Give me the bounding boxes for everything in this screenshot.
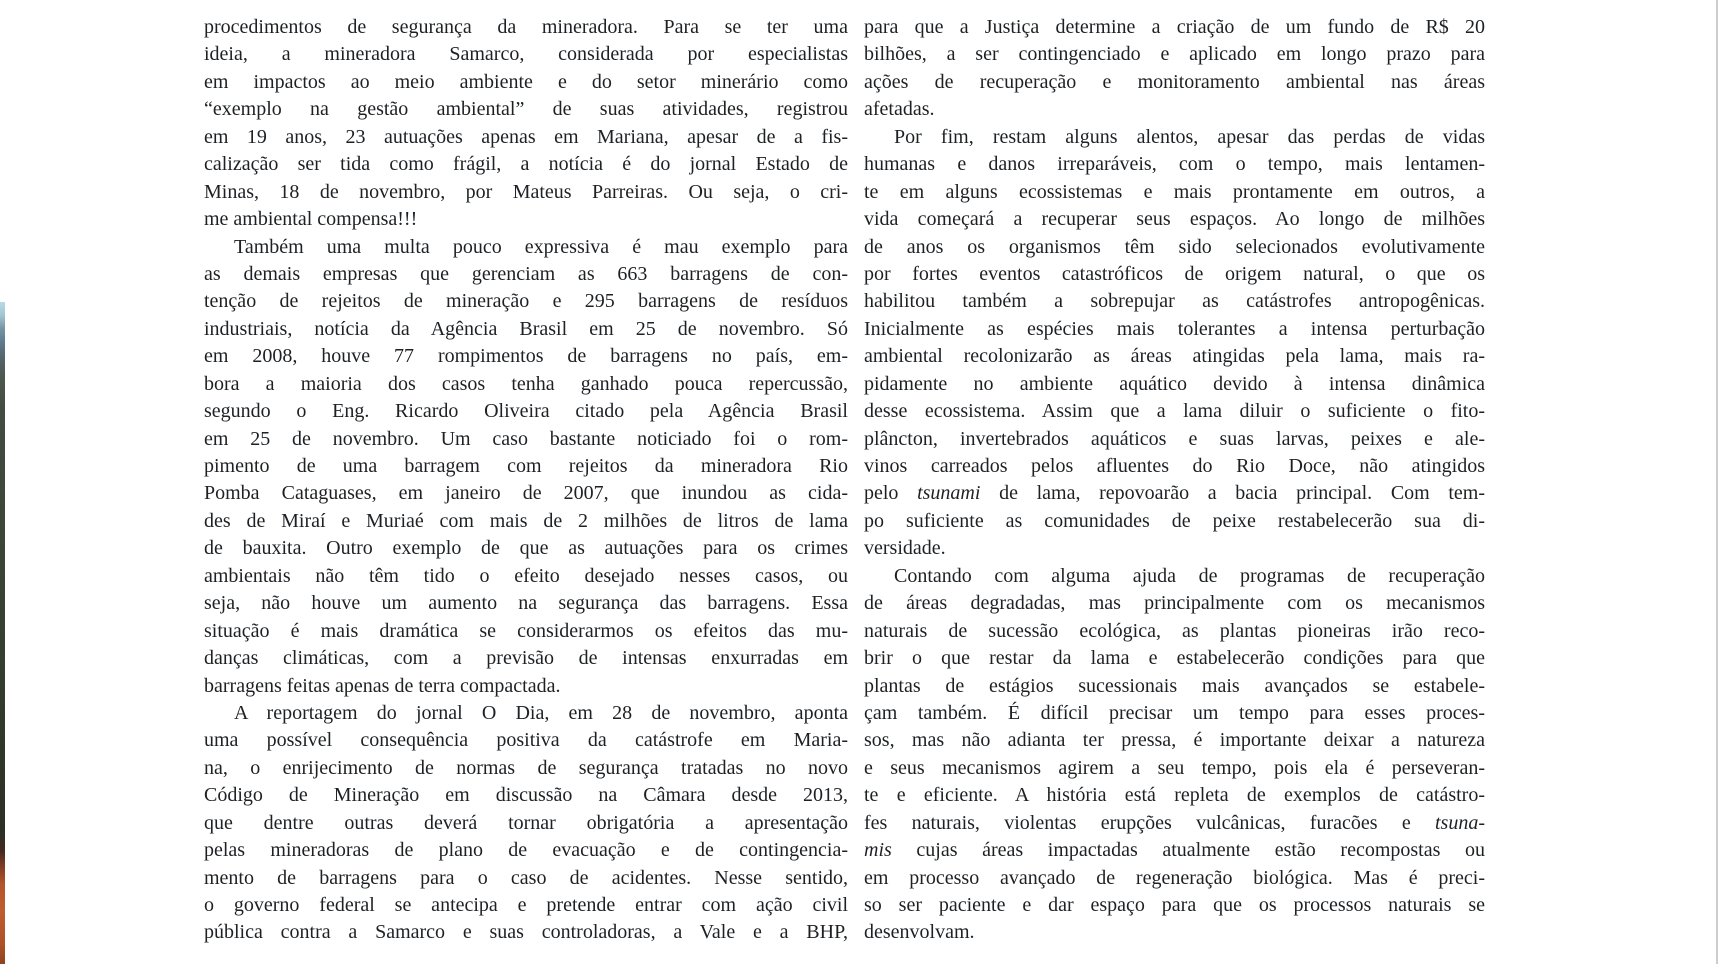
text-line: ambiental recolonizarão as áreas atingidas pela lama, mais ra- — [864, 345, 1485, 368]
text-line: afetadas. — [864, 98, 935, 121]
text-line: que dentre outras deverá tornar obrigatória a apresentação — [204, 811, 848, 834]
text-line: danças climáticas, com a previsão de intensas enxurradas em — [204, 647, 848, 670]
paragraph — [864, 563, 1485, 947]
text-line: ambientais não têm tido o efeito desejado nesses casos, ou — [204, 564, 848, 587]
text-line: po suficiente as comunidades de peixe restabelecerão sua di- — [864, 509, 1485, 532]
text-line: para que a Justiça determine a criação de um fundo de R$ 20 — [864, 16, 1485, 38]
text-line: ideia, a mineradora Samarco, considerada por especialistas — [204, 43, 848, 66]
text-line: versidade. — [864, 537, 946, 560]
text-line: de anos os organismos têm sido selecionados evolutivamente — [864, 235, 1485, 258]
paragraph — [204, 700, 848, 947]
text-line: e seus mecanismos agirem a seu tempo, pois ela é perseveran- — [864, 756, 1485, 779]
text-line: barragens feitas apenas de terra compactada. — [204, 674, 561, 697]
text-line: naturais de sucessão ecológica, as plantas pioneiras irão reco- — [864, 619, 1485, 642]
text-line: bora a maioria dos casos tenha ganhado pouca repercussão, — [204, 372, 848, 395]
text-line: por fortes eventos catastróficos de origem natural, o que os — [864, 262, 1485, 285]
text-column-right — [864, 14, 1485, 947]
text-line: Minas, 18 de novembro, por Mateus Parreiras. Ou seja, o cri- — [204, 180, 848, 203]
paragraph — [204, 234, 848, 700]
text-column-left — [204, 14, 848, 947]
text-line: plantas de estágios sucessionais mais avançados se estabele- — [864, 674, 1485, 697]
text-line: Contando com alguma ajuda de programas de recuperação — [894, 564, 1485, 587]
text-line: segundo o Eng. Ricardo Oliveira citado pela Agência Brasil — [204, 400, 848, 423]
text-line: desenvolvam. — [864, 921, 975, 944]
text-line: Também uma multa pouco expressiva é mau exemplo para — [234, 235, 848, 258]
text-line: me ambiental compensa!!! — [204, 208, 418, 231]
text-line: o governo federal se antecipa e pretende entrar com ação civil — [204, 894, 848, 916]
text-line: pelas mineradoras de plano de evacuação e de contingencia- — [204, 839, 848, 862]
text-line: so ser paciente e dar espaço para que os processos naturais se — [864, 894, 1485, 916]
text-line: em 2008, houve 77 rompimentos de barragens no país, em- — [204, 345, 848, 368]
text-line: vida começará a recuperar seus espaços. Ao longo de milhões — [864, 208, 1485, 231]
text-line: ações de recuperação e monitoramento ambiental nas áreas — [864, 70, 1485, 93]
paragraph — [864, 124, 1485, 563]
text-line: bilhões, a ser contingenciado e aplicado em longo prazo para — [864, 43, 1485, 66]
text-line: uma possível consequência positiva da catástrofe em Maria- — [204, 729, 848, 752]
paragraph — [864, 14, 1485, 124]
text-line: des de Miraí e Muriaé com mais de 2 milhões de litros de lama — [204, 509, 848, 532]
adjacent-page-photo-sliver — [0, 302, 5, 964]
text-line: Por fim, restam alguns alentos, apesar das perdas de vidas — [894, 125, 1485, 148]
text-line: Inicialmente as espécies mais tolerantes a intensa perturbação — [864, 317, 1485, 340]
text-line: tenção de rejeitos de mineração e 295 barragens de resíduos — [204, 290, 848, 313]
text-line: brir o que restar da lama e estabelecerão condições para que — [864, 647, 1485, 670]
text-line: mento de barragens para o caso de acidentes. Nesse sentido, — [204, 866, 848, 889]
text-line: te em alguns ecossistemas e mais prontamente em outros, a — [864, 180, 1485, 203]
text-line: mis cujas áreas impactadas atualmente estão recompostas ou — [864, 839, 1485, 862]
text-line: te e eficiente. A história está repleta de exemplos de catástro- — [864, 784, 1485, 807]
text-line: em processo avançado de regeneração biológica. Mas é preci- — [864, 866, 1485, 889]
text-line: calização ser tida como frágil, a notícia é do jornal Estado de — [204, 153, 848, 176]
text-line: desse ecossistema. Assim que a lama diluir o suficiente o fito- — [864, 400, 1485, 423]
text-line: as demais empresas que gerenciam as 663 barragens de con- — [204, 262, 848, 285]
text-line: Pomba Cataguases, em janeiro de 2007, que inundou as cida- — [204, 482, 848, 505]
text-line: humanas e danos irreparáveis, com o tempo, mais lentamen- — [864, 153, 1485, 176]
text-line: plâncton, invertebrados aquáticos e suas larvas, peixes e ale- — [864, 427, 1485, 450]
text-line: industriais, notícia da Agência Brasil em 25 de novembro. Só — [204, 317, 848, 340]
page-edge-divider — [1716, 0, 1718, 964]
text-line: fes naturais, violentas erupções vulcânicas, furacões e tsuna- — [864, 811, 1485, 834]
text-line: A reportagem do jornal O Dia, em 28 de novembro, aponta — [234, 701, 848, 724]
text-line: pelo tsunami de lama, repovoarão a bacia principal. Com tem- — [864, 482, 1485, 505]
text-line: Código de Mineração em discussão na Câmara desde 2013, — [204, 784, 848, 807]
text-line: sos, mas não adianta ter pressa, é importante deixar a natureza — [864, 729, 1485, 752]
paragraph — [204, 14, 848, 234]
text-line: çam também. É difícil precisar um tempo para esses proces- — [864, 701, 1485, 724]
text-line: procedimentos de segurança da mineradora. Para se ter uma — [204, 16, 848, 38]
text-line: pidamente no ambiente aquático devido à intensa dinâmica — [864, 372, 1485, 395]
text-line: em 25 de novembro. Um caso bastante noticiado foi o rom- — [204, 427, 848, 450]
text-line: em 19 anos, 23 autuações apenas em Mariana, apesar de a fis- — [204, 125, 848, 148]
text-line: pimento de uma barragem com rejeitos da mineradora Rio — [204, 455, 848, 477]
text-line: pública contra a Samarco e suas controladoras, a Vale e a BHP, — [204, 921, 848, 944]
text-line: de áreas degradadas, mas principalmente com os mecanismos — [864, 592, 1485, 615]
text-line: de bauxita. Outro exemplo de que as autuações para os crimes — [204, 537, 848, 560]
text-line: situação é mais dramática se considerarmos os efeitos das mu- — [204, 619, 848, 642]
text-line: vinos carreados pelos afluentes do Rio Doce, não atingidos — [864, 455, 1485, 477]
text-line: “exemplo na gestão ambiental” de suas atividades, registrou — [204, 98, 848, 121]
text-line: na, o enrijecimento de normas de segurança tratadas no novo — [204, 756, 848, 779]
text-line: em impactos ao meio ambiente e do setor minerário como — [204, 70, 848, 93]
text-line: habilitou também a sobrepujar as catástrofes antropogênicas. — [864, 290, 1485, 313]
text-line: seja, não houve um aumento na segurança das barragens. Essa — [204, 592, 848, 615]
